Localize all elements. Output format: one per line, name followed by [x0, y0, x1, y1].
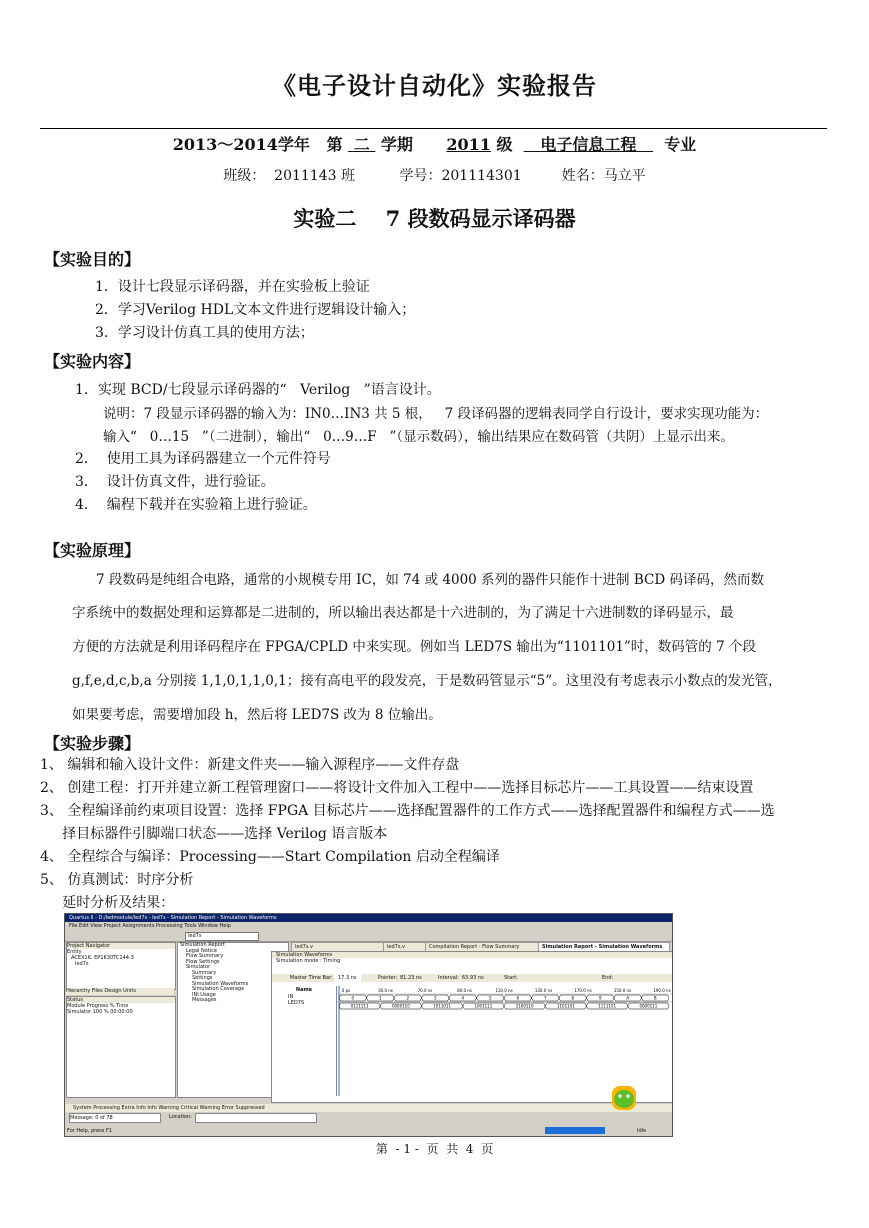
year-suffix: 学年	[277, 135, 310, 154]
doc-tab[interactable]: led7s.v	[291, 942, 389, 952]
navigator-header: Project Navigator	[67, 943, 175, 949]
menu-bar: File Edit View Project Assignments Processing Tools Window Help	[69, 923, 231, 929]
doc-tab-active[interactable]: Simulation Report - Simulation Waveforms	[538, 942, 670, 952]
bus-value: 3	[433, 995, 437, 1001]
purpose-item: 2．学习Verilog HDL文本文件进行逻辑设计输入；	[95, 302, 416, 318]
report-item[interactable]: Simulation Coverage	[192, 986, 245, 992]
bus-value: 1001111	[474, 1003, 493, 1009]
device-item[interactable]: ACEX1K: EP1K30TC144-3	[71, 955, 134, 961]
step-item: 3、 全程编译前约束项目设置：选择 FPGA 目标芯片——选择配置器件的工作方式——选择配置器件和编程方式——选	[40, 803, 775, 819]
content-item: 输入“ 0…15 ”（二进制），输出“ 0…9…F ”（显示数码），输出结果应在数码管（共阴）上显示出来。	[103, 429, 734, 445]
pointer-label: Pointer:	[378, 975, 398, 981]
section-steps: 【实验步骤】	[44, 734, 141, 753]
interval-label: Interval:	[438, 975, 459, 981]
bus-value: 5	[488, 995, 492, 1001]
toolbar	[65, 931, 672, 942]
bus-value: 7	[543, 995, 547, 1001]
content-item: 1．实现 BCD/七段显示译码器的“ Verilog ”语言设计。	[75, 382, 441, 398]
bus-value: 8	[571, 995, 575, 1001]
bus-value: 1	[378, 995, 382, 1001]
signal-name[interactable]: LED7S	[288, 1000, 305, 1006]
signal-name-column	[272, 986, 337, 1096]
end-label: End:	[602, 975, 614, 981]
bus-value: 9	[598, 995, 602, 1001]
entity-header: Entity	[67, 949, 82, 955]
time-bar	[272, 974, 672, 982]
status-pane	[66, 996, 176, 1098]
window-titlebar: Quartus II - D:/ledmodule/led7s - led7s - Simulation Report - Simulation Waveforms	[65, 914, 672, 922]
student-info: 班级： 2011143 班 学号：201114301 姓名：马立平	[223, 168, 646, 184]
bus-value: B	[653, 995, 657, 1001]
content-item: 3． 设计仿真文件，进行验证。	[75, 474, 275, 490]
year-sep: ～	[217, 135, 234, 154]
waveform-pane	[271, 951, 673, 1103]
principle-line: 字系统中的数据处理和运算都是二进制的，所以输出表达都是十六进制的，为了满足十六进制数的译码显示，最	[72, 605, 734, 621]
bus-value: 0111111	[350, 1003, 369, 1009]
name-column-header: Name	[295, 987, 313, 993]
bus-value: 2	[406, 995, 410, 1001]
doc-tab[interactable]: Compilation Report - Flow Summary	[425, 942, 543, 952]
idle-status: Idle	[637, 1128, 647, 1134]
major-suffix: 专业	[664, 135, 697, 154]
year-start: 2013	[172, 135, 218, 154]
bus-value: 1111101	[598, 1003, 617, 1009]
report-item[interactable]: INI Usage	[192, 991, 216, 998]
step-item: 5、 仿真测试：时序分析	[40, 872, 194, 888]
report-item[interactable]: Simulation Waveforms	[192, 980, 249, 987]
start-label: Start:	[504, 975, 518, 981]
report-item[interactable]: Messages	[192, 997, 217, 1003]
step-item: 1、 编辑和输入设计文件：新建文件夹——输入源程序——文件存盘	[40, 757, 460, 773]
bus-value: 0000110	[391, 1003, 410, 1009]
purpose-item: 1．设计七段显示译码器，并在实验板上验证	[95, 279, 370, 295]
report-item[interactable]: Flow Summary	[186, 953, 224, 959]
section-principle: 【实验原理】	[44, 541, 141, 560]
bus-value: 6	[516, 995, 520, 1001]
report-item[interactable]: Simulator	[186, 964, 211, 970]
report-item[interactable]: Settings	[192, 975, 213, 981]
report-item[interactable]: Legal Notice	[186, 947, 217, 954]
step-item: 延时分析及结果：	[40, 895, 175, 911]
principle-line: 7 段数码是纯组合电路，通常的小规模专用 IC，如 74 或 4000 系列的器件只能作十进制 BCD 码译码，然而数	[96, 572, 764, 588]
waveform-display	[336, 986, 672, 1096]
year-end: 2014	[233, 135, 278, 154]
time-mark-label: 0 ps	[341, 988, 351, 993]
report-item[interactable]: Summary	[192, 969, 217, 976]
grade-value: 2011	[446, 135, 491, 154]
term-value: 二	[353, 135, 370, 154]
bus-value: 1011011	[433, 1003, 452, 1009]
android-mascot-icon	[609, 1082, 639, 1112]
step-item: 4、 全程综合与编译：Processing——Start Compilation 启动全程编译	[40, 849, 500, 865]
section-purpose: 【实验目的】	[44, 250, 141, 269]
time-mark-label: 150.0 ns	[613, 988, 632, 993]
major-value: 电子信息工程	[540, 135, 637, 154]
bus-value: 4	[461, 995, 465, 1001]
doc-title: 《电子设计自动化》实验报告	[272, 72, 597, 100]
location-label: Location:	[169, 1114, 192, 1120]
status-header: Status	[67, 997, 175, 1003]
progress-bar	[545, 1127, 605, 1134]
status-columns: Module Progress % Time	[67, 1003, 129, 1009]
bus-value: 0	[351, 995, 355, 1001]
content-item: 4． 编程下载并在实验箱上进行验证。	[75, 497, 317, 513]
step-item: 择目标器件引脚端口状态——选择 Verilog 语言版本	[40, 826, 388, 842]
bus-value: A	[626, 995, 630, 1001]
bus-value: 1101101	[556, 1003, 575, 1009]
status-row: Simulator 100 % 00:00:00	[67, 1009, 133, 1015]
time-mark-label: 190.0 ns	[653, 988, 671, 993]
section-content: 【实验内容】	[44, 352, 141, 371]
master-time-label: Master Time Bar:	[290, 975, 333, 981]
time-mark-label: 80.0 ns	[457, 988, 472, 993]
purpose-item: 3．学习设计仿真工具的使用方法；	[95, 325, 314, 341]
doc-tab[interactable]: led7s.v	[383, 942, 431, 952]
report-item[interactable]: Flow Settings	[186, 958, 220, 965]
message-tabs[interactable]: System Processing Extra Info Info Warning Critical Warning Error Suppressed	[65, 1104, 672, 1112]
interval-value: 63.93 ns	[462, 975, 484, 981]
experiment-title: 实验二 7 段数码显示译码器	[293, 206, 576, 231]
year-line	[0, 132, 869, 155]
principle-line: g,f,e,d,c,b,a 分别接 1,1,0,1,1,0,1；接有高电平的段发亮，于是数码管显示“5”。这里没有考虑表示小数点的发光管，	[72, 673, 782, 689]
message-count: Message: 0 of 78	[69, 1113, 161, 1123]
principle-line: 如果要考虑，需要增加段 h，然后将 LED7S 改为 8 位输出。	[72, 707, 442, 723]
content-item: 说明：7 段显示译码器的输入为：IN0…IN3 共 5 根， 7 段译码器的逻辑表同学自行设计，要求实现功能为：	[103, 406, 769, 422]
term-suffix: 学期	[380, 135, 413, 154]
project-combo[interactable]: led7s	[185, 932, 259, 941]
content-item: 2． 使用工具为译码器建立一个元件符号	[75, 451, 331, 467]
step-item: 2、 创建工程：打开并建立新工程管理窗口——将设计文件加入工程中——选择目标芯片——工具设置——结束设置	[40, 780, 754, 796]
sim-mode: Simulation mode : Timing	[276, 958, 341, 964]
top-entity-item[interactable]: led7s	[75, 961, 89, 967]
bus-value: 0000111	[639, 1003, 658, 1009]
bus-value: 1100110	[515, 1003, 534, 1009]
term-prefix: 第	[326, 135, 343, 154]
principle-line: 方便的方法就是利用译码程序在 FPGA/CPLD 中来实现。例如当 LED7S 输出为“1101101”时，数码管的 7 个段	[72, 639, 756, 655]
time-mark-label: 110.0 ns	[495, 988, 513, 993]
report-item[interactable]: Simulation Report	[180, 942, 225, 948]
master-time-value[interactable]: 17.3 ns	[334, 974, 361, 982]
page-footer: 第 - 1 - 页 共 4 页	[375, 1142, 494, 1156]
navigator-tabs[interactable]: Hierarchy Files Design Units	[66, 988, 174, 995]
header-rule	[40, 128, 827, 129]
time-mark-label: 130.0 ns	[534, 988, 553, 993]
status-help: For Help, press F1	[67, 1128, 113, 1134]
pointer-value: 81.23 ns	[400, 975, 422, 981]
location-field[interactable]	[195, 1113, 317, 1123]
time-mark-label: 30.0 ns	[378, 988, 393, 993]
signal-name[interactable]: IN	[288, 994, 294, 1000]
grade-suffix: 级	[496, 135, 513, 154]
quartus-screenshot	[64, 913, 673, 1137]
time-mark-label: 70.0 ns	[417, 988, 433, 993]
time-mark-label: 170.0 ns	[574, 988, 592, 993]
project-navigator	[66, 942, 176, 990]
waveform-header: Simulation Waveforms	[272, 952, 672, 958]
